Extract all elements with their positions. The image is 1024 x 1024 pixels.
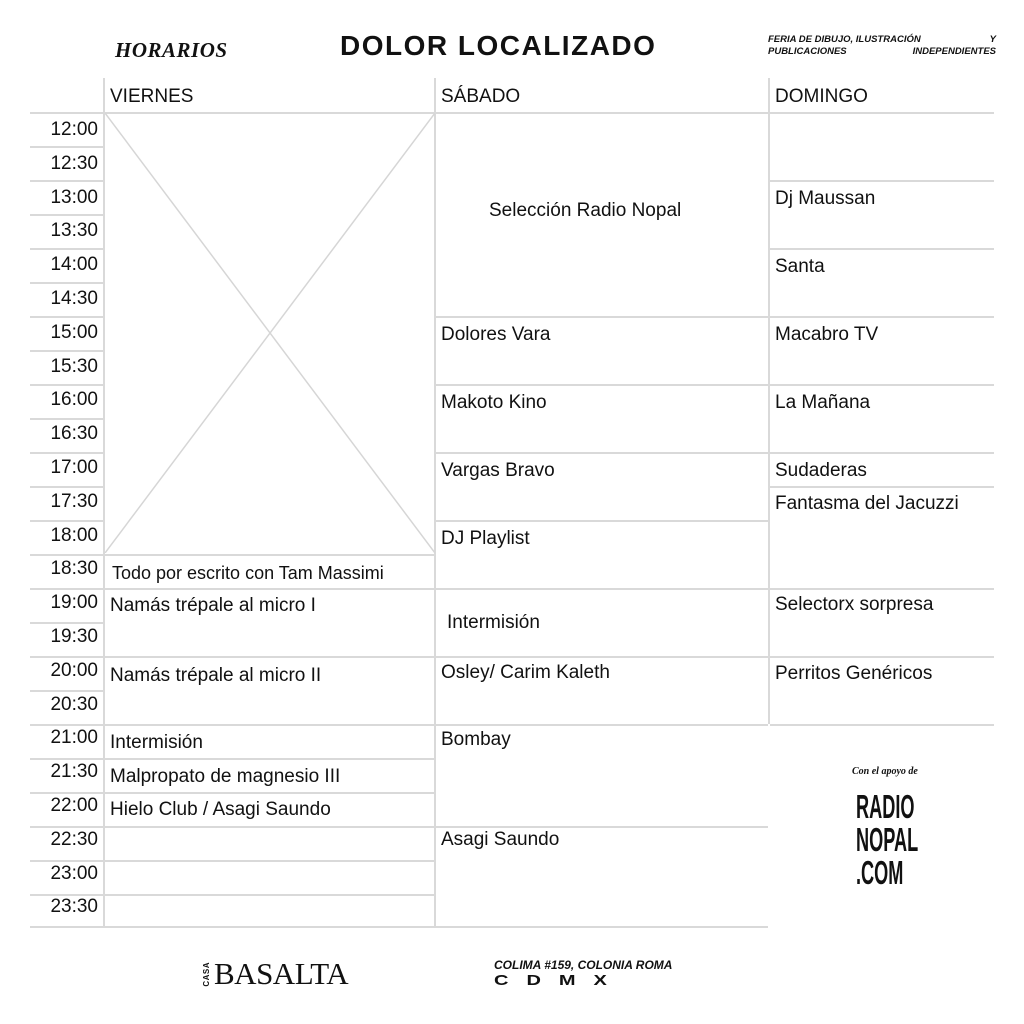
grid-line: [104, 588, 434, 590]
grid-line: [436, 656, 768, 658]
grid-line: [436, 520, 768, 522]
sunday-event: Dj Maussan: [775, 188, 876, 209]
time-label: 13:00: [50, 186, 98, 208]
sunday-event: Santa: [775, 256, 825, 277]
page-title: DOLOR LOCALIZADO: [340, 30, 657, 61]
time-label: 16:00: [50, 389, 98, 411]
grid-line: [436, 316, 768, 318]
grid-line: [104, 860, 434, 862]
saturday-event: Osley/ Carim Kaleth: [441, 662, 610, 683]
time-label: 20:30: [50, 693, 98, 715]
saturday-event: Selección Radio Nopal: [489, 200, 682, 221]
time-label: 21:00: [50, 727, 98, 749]
subtitle-line2-b: INDEPENDIENTES: [912, 46, 996, 57]
time-label: 18:00: [50, 524, 98, 546]
time-label: 14:00: [50, 254, 98, 276]
grid-line: [770, 724, 994, 726]
day-header-saturday: SÁBADO: [441, 86, 521, 107]
grid-line: [104, 826, 434, 828]
grid-line: [770, 180, 994, 182]
sunday-event: Macabro TV: [775, 324, 879, 345]
saturday-event: Asagi Saundo: [441, 829, 560, 850]
grid-line: [770, 452, 994, 454]
venue-logo: BASALTA: [214, 956, 349, 991]
time-label: 20:00: [50, 659, 98, 681]
sunday-event: Perritos Genéricos: [775, 663, 933, 684]
grid-line: [104, 926, 434, 928]
grid-line: [436, 826, 768, 828]
grid-line: [104, 724, 434, 726]
grid-line: [770, 384, 994, 386]
time-label: 15:30: [50, 355, 98, 377]
grid-line: [104, 554, 434, 556]
time-label: 14:30: [50, 288, 98, 309]
time-label: 23:30: [50, 896, 98, 918]
venue-address: COLIMA #159, COLONIA ROMA: [494, 958, 673, 972]
friday-event: Malpropato de magnesio III: [110, 766, 341, 787]
grid-line: [436, 588, 768, 590]
time-label: 17:30: [50, 490, 98, 512]
friday-event: Todo por escrito con Tam Massimi: [112, 563, 384, 583]
grid-line: [436, 384, 768, 386]
saturday-event: Makoto Kino: [441, 392, 547, 413]
event-subtitle: [768, 34, 996, 58]
saturday-event: Dolores Vara: [441, 324, 551, 345]
friday-event: Intermisión: [110, 732, 203, 753]
subtitle-line1-a: FERIA DE DIBUJO, ILUSTRACIÓN: [768, 34, 921, 45]
time-label: 19:30: [50, 626, 98, 647]
grid-line: [770, 316, 994, 318]
time-label: 12:30: [50, 152, 98, 174]
friday-event: Namás trépale al micro II: [110, 665, 322, 686]
saturday-event: DJ Playlist: [441, 528, 530, 549]
saturday-event: Vargas Bravo: [441, 460, 555, 481]
time-label: 22:00: [50, 795, 98, 816]
time-label: 19:00: [50, 592, 98, 614]
friday-event: Hielo Club / Asagi Saundo: [110, 799, 331, 820]
support-label: Con el apoyo de: [852, 766, 918, 777]
logo-line: NOPAL: [856, 821, 919, 858]
grid-line: [436, 452, 768, 454]
saturday-event: Intermisión: [447, 612, 540, 633]
day-header-friday: VIERNES: [110, 86, 194, 107]
grid-line: [770, 656, 994, 658]
grid-line: [768, 78, 770, 724]
time-label: 23:00: [50, 862, 98, 884]
time-label: 22:30: [50, 828, 98, 850]
grid-line: [770, 486, 994, 488]
radio-nopal-logo: [856, 790, 918, 889]
sunday-event: Fantasma del Jacuzzi: [775, 493, 959, 514]
saturday-event: Bombay: [441, 729, 511, 750]
time-label: 21:30: [50, 761, 98, 783]
subtitle-line2-a: PUBLICACIONES: [768, 46, 847, 57]
header-horarios: HORARIOS: [115, 38, 228, 62]
time-label: 17:00: [50, 457, 98, 478]
time-label: 15:00: [50, 321, 98, 343]
logo-line: RADIO: [856, 788, 915, 825]
subtitle-line1-b: Y: [989, 34, 996, 45]
friday-unavailable-x: [105, 113, 435, 553]
time-label: 18:30: [50, 558, 98, 580]
logo-line: .COM: [856, 854, 904, 891]
grid-line: [104, 656, 434, 658]
time-label: 12:00: [50, 119, 98, 140]
grid-line: [770, 248, 994, 250]
friday-event: Namás trépale al micro I: [110, 595, 316, 616]
time-label: 16:30: [50, 423, 98, 445]
grid-line: [30, 926, 104, 928]
grid-line: [104, 792, 434, 794]
grid-line: [436, 724, 768, 726]
sunday-event: La Mañana: [775, 392, 871, 413]
grid-line: [436, 926, 768, 928]
casa-label: CASA: [202, 962, 211, 987]
sunday-event: Sudaderas: [775, 460, 867, 481]
grid-line: [770, 588, 994, 590]
sunday-event: Selectorx sorpresa: [775, 594, 934, 615]
venue-city: CDMX: [494, 972, 625, 989]
grid-line: [104, 758, 434, 760]
day-header-sunday: DOMINGO: [775, 86, 868, 107]
time-label: 13:30: [50, 220, 98, 242]
grid-line: [104, 894, 434, 896]
